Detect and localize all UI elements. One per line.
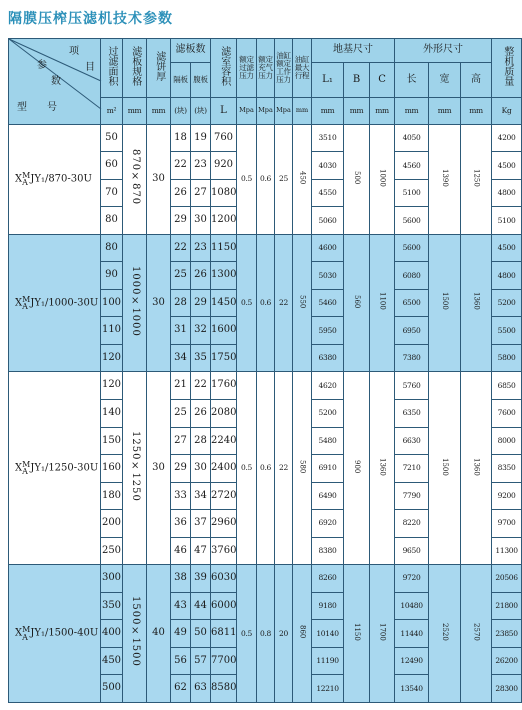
plate-spec-cell-text: 1250×1250 — [129, 431, 141, 502]
plain-count-cell: 34 — [191, 482, 211, 510]
C-cell — [370, 124, 395, 234]
weight-cell: 6850 — [492, 372, 522, 400]
weight-cell: 20506 — [492, 565, 522, 593]
length-cell: 11440 — [395, 620, 429, 648]
model-subscript: A — [22, 467, 28, 477]
filter-pressure-cell: 0.5 — [237, 372, 257, 565]
area-unit: m² — [101, 98, 123, 125]
model-suffix: JY₁/1000-30U — [30, 297, 99, 309]
B-cell — [344, 372, 370, 565]
diaphragm-count-cell: 36 — [171, 510, 191, 538]
area-header — [101, 39, 123, 98]
C-cell-text: 1360 — [378, 457, 387, 476]
area-cell: 200 — [101, 510, 123, 538]
C-cell-text: 1700 — [378, 622, 387, 641]
inflate-pressure-header: 额定充气压力 — [257, 39, 275, 98]
plate-spec-cell — [123, 234, 147, 372]
model-cell — [9, 234, 101, 372]
stroke-unit: mm — [293, 98, 312, 125]
volume-cell: 1150 — [211, 234, 237, 262]
L1-cell: 8260 — [312, 565, 344, 593]
model-superscript: M — [22, 460, 31, 470]
plain-count-cell: 30 — [191, 207, 211, 235]
weight-cell: 5100 — [492, 207, 522, 235]
corner-model-label: 型 — [17, 102, 27, 113]
cake-cell: 30 — [147, 234, 171, 372]
cake-cell: 40 — [147, 565, 171, 703]
B-header: B — [344, 63, 370, 98]
cake-header — [147, 39, 171, 98]
height-header: 高 — [461, 63, 492, 98]
volume-cell: 8580 — [211, 675, 237, 703]
plain-count-cell: 26 — [191, 399, 211, 427]
weight-cell: 5800 — [492, 344, 522, 372]
plain-count-cell: 28 — [191, 427, 211, 455]
height-cell-text: 1250 — [472, 168, 481, 187]
length-cell: 7210 — [395, 455, 429, 483]
area-cell: 110 — [101, 317, 123, 345]
filter-pressure-unit: Mpa — [237, 98, 257, 125]
width-cell-text: 1390 — [441, 168, 450, 187]
L1-cell: 5460 — [312, 289, 344, 317]
model-superscript: M — [22, 625, 31, 635]
L1-cell: 9180 — [312, 592, 344, 620]
height-cell — [461, 565, 492, 703]
model-prefix: X — [15, 628, 23, 640]
length-cell: 9720 — [395, 565, 429, 593]
length-unit: mm — [395, 98, 429, 125]
length-cell: 10480 — [395, 592, 429, 620]
plain-header: 腹板 — [191, 63, 211, 98]
L1-cell: 5200 — [312, 399, 344, 427]
table-row — [9, 124, 522, 152]
area-cell: 400 — [101, 620, 123, 648]
length-cell: 8220 — [395, 510, 429, 538]
weight-cell: 4800 — [492, 262, 522, 290]
volume-cell: 1300 — [211, 262, 237, 290]
weight-cell: 4500 — [492, 234, 522, 262]
plate-spec-cell — [123, 372, 147, 565]
corner-header-cell — [9, 39, 101, 125]
diaphragm-count-cell: 38 — [171, 565, 191, 593]
weight-cell: 21800 — [492, 592, 522, 620]
L1-cell: 5950 — [312, 317, 344, 345]
volume-cell: 7700 — [211, 647, 237, 675]
model-suffix: JY₁/870-30U — [30, 173, 92, 185]
cylinder-pressure-unit: Mpa — [275, 98, 293, 125]
area-cell: 120 — [101, 372, 123, 400]
corner-item-label-2: 目 — [85, 62, 95, 73]
plain-count-cell: 35 — [191, 344, 211, 372]
model-cell — [9, 565, 101, 703]
L1-cell: 10140 — [312, 620, 344, 648]
L1-unit: mm — [312, 98, 344, 125]
B-unit: mm — [344, 98, 370, 125]
L1-header: L₁ — [312, 63, 344, 98]
area-cell: 120 — [101, 344, 123, 372]
model-cell — [9, 124, 101, 234]
width-header: 宽 — [429, 63, 461, 98]
weight-cell: 4500 — [492, 152, 522, 180]
diaphragm-count-cell: 22 — [171, 152, 191, 180]
length-cell: 4560 — [395, 152, 429, 180]
inflate-pressure-cell: 0.6 — [257, 372, 275, 565]
length-cell: 12490 — [395, 647, 429, 675]
plain-count-cell: 27 — [191, 179, 211, 207]
plain-count-cell: 23 — [191, 234, 211, 262]
diaphragm-count-cell: 26 — [171, 179, 191, 207]
area-cell: 250 — [101, 537, 123, 565]
plain-unit: (块) — [191, 98, 211, 125]
weight-cell: 8000 — [492, 427, 522, 455]
diaphragm-count-cell: 62 — [171, 675, 191, 703]
corner-param-label-2: 数 — [51, 76, 61, 87]
cake-cell: 30 — [147, 124, 171, 234]
cylinder-pressure-header: 油缸额定工作压力 — [275, 39, 293, 98]
height-cell-text: 1360 — [472, 457, 481, 476]
plate-spec-cell — [123, 565, 147, 703]
C-cell — [370, 372, 395, 565]
weight-cell: 5200 — [492, 289, 522, 317]
inflate-pressure-unit: Mpa — [257, 98, 275, 125]
plain-count-cell: 32 — [191, 317, 211, 345]
L1-cell: 4620 — [312, 372, 344, 400]
stroke-cell — [293, 124, 312, 234]
volume-cell: 920 — [211, 152, 237, 180]
inflate-pressure-cell: 0.6 — [257, 234, 275, 372]
length-cell: 5760 — [395, 372, 429, 400]
area-cell: 60 — [101, 152, 123, 180]
model-suffix: JY₁/1500-40U — [30, 628, 99, 640]
cake-cell: 30 — [147, 372, 171, 565]
volume-cell: 2400 — [211, 455, 237, 483]
outline-header: 外形尺寸 — [395, 39, 492, 63]
weight-unit: Kg — [492, 98, 522, 125]
plain-count-cell: 19 — [191, 124, 211, 152]
cylinder-pressure-cell: 25 — [275, 124, 293, 234]
stroke-header: 油缸最大行程 — [293, 39, 312, 98]
length-cell: 5100 — [395, 179, 429, 207]
foundation-header: 地基尺寸 — [312, 39, 395, 63]
cake-unit: mm — [147, 98, 171, 125]
volume-cell: 1200 — [211, 207, 237, 235]
B-cell-text: 1150 — [353, 622, 362, 641]
spec-table — [8, 38, 522, 703]
plain-count-cell: 37 — [191, 510, 211, 538]
height-cell — [461, 234, 492, 372]
L1-cell: 5480 — [312, 427, 344, 455]
B-cell-text: 560 — [353, 294, 362, 309]
diaphragm-count-cell: 29 — [171, 455, 191, 483]
height-cell — [461, 372, 492, 565]
cylinder-pressure-cell: 20 — [275, 565, 293, 703]
corner-param-label: 参 — [37, 60, 47, 71]
area-cell: 150 — [101, 427, 123, 455]
model-cell — [9, 372, 101, 565]
weight-cell: 4200 — [492, 124, 522, 152]
diaphragm-count-cell: 56 — [171, 647, 191, 675]
volume-cell: 2960 — [211, 510, 237, 538]
length-cell: 5600 — [395, 207, 429, 235]
area-cell: 160 — [101, 455, 123, 483]
volume-cell: 6000 — [211, 592, 237, 620]
inflate-pressure-cell: 0.8 — [257, 565, 275, 703]
plate-spec-cell-text: 870×870 — [129, 149, 141, 206]
L1-cell: 4030 — [312, 152, 344, 180]
inflate-pressure-cell: 0.6 — [257, 124, 275, 234]
length-cell: 6630 — [395, 427, 429, 455]
length-header: 长 — [395, 63, 429, 98]
L1-cell: 6380 — [312, 344, 344, 372]
L1-cell: 6490 — [312, 482, 344, 510]
C-cell — [370, 565, 395, 703]
width-cell — [429, 124, 461, 234]
volume-cell: 2240 — [211, 427, 237, 455]
L1-cell: 6910 — [312, 455, 344, 483]
C-header: C — [370, 63, 395, 98]
plain-count-cell: 50 — [191, 620, 211, 648]
model-subscript: A — [22, 632, 28, 642]
length-cell: 6350 — [395, 399, 429, 427]
stroke-cell-text: 860 — [298, 625, 307, 639]
plain-count-cell: 29 — [191, 289, 211, 317]
length-cell: 6080 — [395, 262, 429, 290]
L1-cell: 4600 — [312, 234, 344, 262]
plain-count-cell: 22 — [191, 372, 211, 400]
height-cell-text: 1360 — [472, 292, 481, 311]
plain-count-cell: 47 — [191, 537, 211, 565]
width-cell-text: 2520 — [441, 622, 450, 641]
weight-cell: 23850 — [492, 620, 522, 648]
area-cell: 300 — [101, 565, 123, 593]
volume-cell: 1760 — [211, 372, 237, 400]
plain-count-cell: 44 — [191, 592, 211, 620]
weight-cell: 9200 — [492, 482, 522, 510]
area-cell: 80 — [101, 234, 123, 262]
plain-count-cell: 23 — [191, 152, 211, 180]
B-cell-text: 900 — [353, 459, 362, 474]
width-cell — [429, 565, 461, 703]
width-cell-text: 1500 — [441, 457, 450, 476]
area-cell: 140 — [101, 399, 123, 427]
weight-header-text: 整机质量 — [501, 46, 513, 87]
stroke-cell — [293, 565, 312, 703]
volume-cell: 760 — [211, 124, 237, 152]
plain-count-cell: 57 — [191, 647, 211, 675]
C-unit: mm — [370, 98, 395, 125]
corner-model-label-2: 号 — [47, 102, 57, 113]
L1-cell: 5030 — [312, 262, 344, 290]
area-header-text: 过滤面积 — [106, 46, 117, 87]
plain-count-cell: 63 — [191, 675, 211, 703]
B-cell — [344, 234, 370, 372]
plain-count-cell: 26 — [191, 262, 211, 290]
diaphragm-count-cell: 22 — [171, 234, 191, 262]
diaphragm-count-cell: 25 — [171, 399, 191, 427]
L1-cell: 6920 — [312, 510, 344, 538]
weight-cell: 28300 — [492, 675, 522, 703]
width-cell — [429, 372, 461, 565]
model-superscript: M — [22, 294, 31, 304]
table-row — [9, 234, 522, 262]
header-row-1 — [9, 39, 522, 63]
L1-cell: 11190 — [312, 647, 344, 675]
diaphragm-header: 隔板 — [171, 63, 191, 98]
stroke-cell — [293, 234, 312, 372]
length-cell: 6950 — [395, 317, 429, 345]
width-unit: mm — [429, 98, 461, 125]
area-cell: 50 — [101, 124, 123, 152]
weight-cell: 8350 — [492, 455, 522, 483]
volume-cell: 1600 — [211, 317, 237, 345]
weight-cell: 4800 — [492, 179, 522, 207]
model-superscript: M — [22, 171, 31, 181]
stroke-cell-text: 550 — [298, 294, 307, 309]
length-cell: 7790 — [395, 482, 429, 510]
length-cell: 7380 — [395, 344, 429, 372]
stroke-cell-text: 450 — [298, 170, 307, 185]
volume-cell: 6811 — [211, 620, 237, 648]
filter-pressure-cell: 0.5 — [237, 234, 257, 372]
diaphragm-count-cell: 34 — [171, 344, 191, 372]
model-subscript: A — [22, 302, 28, 312]
weight-cell: 5500 — [492, 317, 522, 345]
L1-cell: 3510 — [312, 124, 344, 152]
length-cell: 13540 — [395, 675, 429, 703]
plate-spec-cell-text: 1500×1500 — [129, 596, 141, 668]
height-cell — [461, 124, 492, 234]
L1-cell: 4550 — [312, 179, 344, 207]
B-cell-text: 500 — [353, 170, 362, 185]
cylinder-pressure-cell: 22 — [275, 234, 293, 372]
diaphragm-count-cell: 46 — [171, 537, 191, 565]
table-row — [9, 565, 522, 593]
area-cell: 80 — [101, 207, 123, 235]
volume-cell: 2720 — [211, 482, 237, 510]
L1-cell: 12210 — [312, 675, 344, 703]
width-cell — [429, 234, 461, 372]
plate-spec-header — [123, 39, 147, 98]
volume-header-text: 滤室容积 — [218, 46, 230, 87]
diaphragm-count-cell: 43 — [171, 592, 191, 620]
plain-count-cell: 39 — [191, 565, 211, 593]
volume-cell: 1450 — [211, 289, 237, 317]
B-cell — [344, 124, 370, 234]
plate-spec-unit: mm — [123, 98, 147, 125]
diaphragm-count-cell: 21 — [171, 372, 191, 400]
stroke-cell — [293, 372, 312, 565]
diaphragm-count-cell: 29 — [171, 207, 191, 235]
cake-header-text: 滤饼厚 — [153, 51, 165, 82]
L1-cell: 5060 — [312, 207, 344, 235]
cylinder-pressure-cell: 22 — [275, 372, 293, 565]
length-cell: 5600 — [395, 234, 429, 262]
area-cell: 100 — [101, 289, 123, 317]
B-cell — [344, 565, 370, 703]
diaphragm-count-cell: 18 — [171, 124, 191, 152]
table-row — [9, 372, 522, 400]
volume-unit: L — [211, 98, 237, 125]
model-prefix: X — [15, 173, 23, 185]
volume-cell: 1750 — [211, 344, 237, 372]
area-cell: 90 — [101, 262, 123, 290]
length-cell: 9650 — [395, 537, 429, 565]
corner-item-label: 项 — [69, 46, 79, 57]
plate-count-header: 滤板数 — [171, 39, 211, 63]
model-suffix: JY₁/1250-30U — [30, 462, 99, 474]
volume-cell: 3760 — [211, 537, 237, 565]
model-prefix: X — [15, 297, 23, 309]
plate-spec-header-text: 滤板规格 — [129, 46, 141, 87]
weight-cell: 11300 — [492, 537, 522, 565]
diaphragm-unit: (块) — [171, 98, 191, 125]
C-cell-text: 1000 — [378, 168, 387, 187]
area-cell: 350 — [101, 592, 123, 620]
area-cell: 70 — [101, 179, 123, 207]
diaphragm-count-cell: 33 — [171, 482, 191, 510]
diaphragm-count-cell: 27 — [171, 427, 191, 455]
stroke-cell-text: 580 — [298, 459, 307, 474]
volume-cell: 2080 — [211, 399, 237, 427]
length-cell: 6500 — [395, 289, 429, 317]
volume-cell: 1080 — [211, 179, 237, 207]
area-cell: 450 — [101, 647, 123, 675]
C-cell-text: 1100 — [378, 292, 387, 311]
model-prefix: X — [15, 462, 23, 474]
weight-cell: 26200 — [492, 647, 522, 675]
filter-pressure-header: 额定过滤压力 — [237, 39, 257, 98]
plate-spec-cell-text: 1000×1000 — [129, 265, 141, 337]
width-cell-text: 1500 — [441, 292, 450, 311]
weight-cell: 9700 — [492, 510, 522, 538]
diaphragm-count-cell: 28 — [171, 289, 191, 317]
weight-header — [492, 39, 522, 98]
diaphragm-count-cell: 25 — [171, 262, 191, 290]
height-unit: mm — [461, 98, 492, 125]
height-cell-text: 2570 — [472, 622, 481, 641]
volume-cell: 6030 — [211, 565, 237, 593]
volume-header — [211, 39, 237, 98]
plate-spec-cell — [123, 124, 147, 234]
L1-cell: 8380 — [312, 537, 344, 565]
weight-cell: 7600 — [492, 399, 522, 427]
diaphragm-count-cell: 49 — [171, 620, 191, 648]
model-subscript: A — [22, 178, 28, 188]
filter-pressure-cell: 0.5 — [237, 565, 257, 703]
page-title: 隔膜压榨压滤机技术参数 — [8, 11, 173, 27]
diaphragm-count-cell: 31 — [171, 317, 191, 345]
area-cell: 500 — [101, 675, 123, 703]
length-cell: 4050 — [395, 124, 429, 152]
C-cell — [370, 234, 395, 372]
filter-pressure-cell: 0.5 — [237, 124, 257, 234]
plain-count-cell: 30 — [191, 455, 211, 483]
area-cell: 180 — [101, 482, 123, 510]
